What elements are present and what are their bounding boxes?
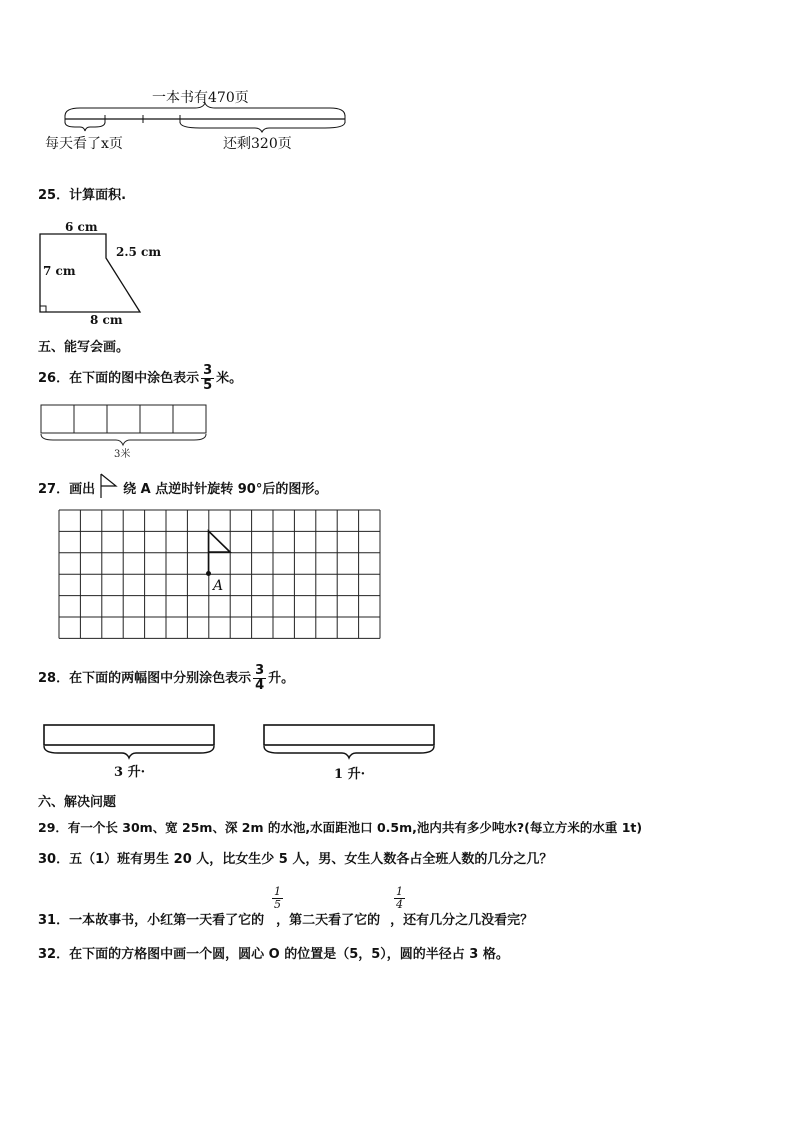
section-6-title: 六、解决问题	[38, 795, 117, 810]
fraction-3-5: $\frac{3}{5}$	[203, 363, 213, 393]
liter-bar-1-label: 1 升·	[334, 767, 366, 782]
fraction-1-5: $\frac{1}{5}$	[274, 885, 281, 911]
section-5-title: 五、能写会画。	[38, 340, 130, 355]
grid-lines	[59, 510, 380, 638]
left-brace	[65, 122, 105, 131]
flag-shape-icon	[97, 473, 121, 499]
flag-figure	[209, 531, 231, 574]
question-25: 25．计算面积.	[38, 188, 127, 203]
top-length-label: 6 cm	[65, 220, 98, 234]
bar-brace	[41, 434, 206, 445]
fraction-1-4: $\frac{1}{4}$	[396, 885, 403, 911]
liter-bar-3	[40, 722, 220, 782]
fraction-3-4: $\frac{3}{4}$	[255, 663, 265, 693]
point-a	[206, 571, 211, 576]
question-26: 26．在下面的图中涂色表示 $\frac{3}{5}$ 米。	[38, 363, 243, 393]
liter-bar-3-label: 3 升·	[114, 765, 146, 780]
book-total-label: 一本书有470页	[152, 90, 249, 106]
liter-bar-1	[259, 722, 439, 782]
question-27: 27．画出 绕 A 点逆时针旋转 90°后的图形。	[38, 473, 327, 499]
liter-bar-3-brace	[44, 746, 214, 758]
question-31: 31．一本故事书，小红第一天看了它的 ，第二天看了它的 ，还有几分之几没看完？	[38, 913, 534, 928]
question-32: 32．在下面的方格图中画一个圆，圆心 O 的位置是（5，5），圆的半径占 3 格。	[38, 947, 509, 962]
right-side-label: 2.5 cm	[116, 245, 162, 259]
left-side-label: 7 cm	[43, 264, 76, 278]
right-brace	[180, 122, 345, 132]
remaining-label: 还剩320页	[223, 136, 292, 152]
question-28: 28．在下面的两幅图中分别涂色表示 $\frac{3}{4}$ 升。	[38, 663, 295, 693]
right-angle-mark	[40, 306, 46, 312]
bar-length-label: 3米	[114, 449, 131, 460]
question-29: 29．有一个长 30m、宽 25m、深 2m 的水池,水面距池口 0.5m,池内共有多少吨水?(每立方米的水重 1t)	[38, 820, 643, 835]
liter-bar-1-brace	[264, 746, 434, 758]
bottom-length-label: 8 cm	[90, 313, 123, 327]
daily-read-label: 每天看了x页	[45, 136, 123, 152]
point-a-label: A	[213, 578, 224, 594]
bar-outline	[41, 405, 206, 433]
liter-bar-3-outline	[44, 725, 214, 745]
liter-bar-1-outline	[264, 725, 434, 745]
book-pages-diagram	[45, 86, 350, 156]
rotation-grid	[58, 509, 384, 639]
question-30: 30．五（1）班有男生 20 人，比女生少 5 人，男、女生人数各占全班人数的几分之几？	[38, 852, 553, 867]
area-figure	[36, 218, 166, 330]
meter-bar	[38, 402, 210, 460]
